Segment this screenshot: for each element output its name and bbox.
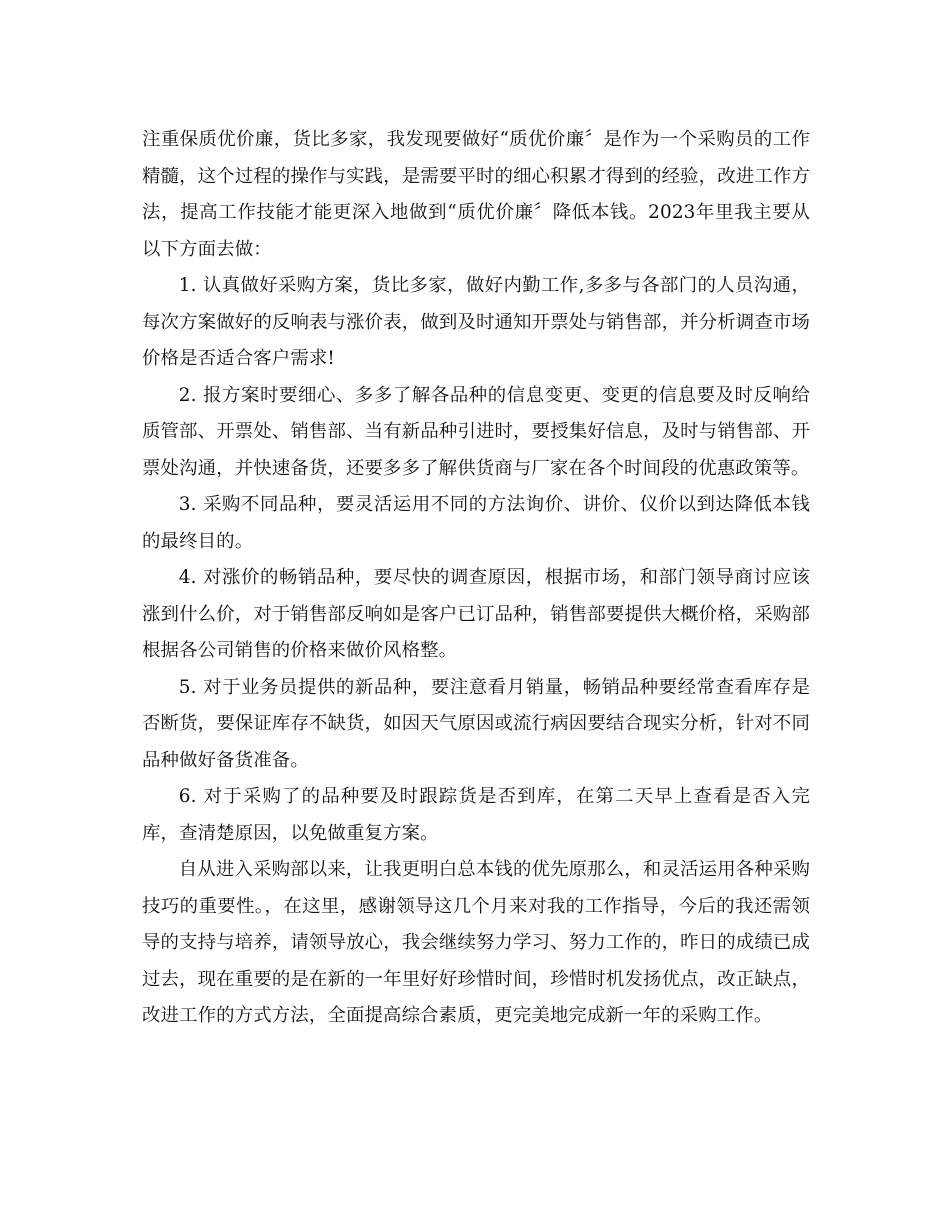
list-item-4: 4. 对涨价的畅销品种，要尽快的调查原因，根据市场，和部门领导商讨应该涨到什么价，对于销售部反响如是客户已订品种，销售部要提供大概价格，采购部根据各公司销售的价格来做价风格整。 xyxy=(142,567,810,661)
conclusion-paragraph: 自从进入采购部以来，让我更明白总本钱的优先原那么，和灵活运用各种采购技巧的重要性。，在这里，感谢领导这几个月来对我的工作指导，今后的我还需领导的支持与培养，请领导放心，我会继续努力学习、努力工作的，昨日的成绩已成过去，现在重要的是在新的一年里好好珍惜时间，珍惜时机发扬优点，改正缺点，改进工作的方式方法，全面提高综合素质，更完美地完成新一年的采购工作。 xyxy=(142,859,810,1026)
list-item-5: 5. 对于业务员提供的新品种，要注意看月销量，畅销品种要经常查看库存是否断货，要保证库存不缺货，如因天气原因或流行病因要结合现实分析，针对不同品种做好备货准备。 xyxy=(142,676,810,771)
document-body xyxy=(142,122,810,1035)
list-item-6: 6. 对于采购了的品种要及时跟踪货是否到库，在第二天早上查看是否入完库，查清楚原因，以免做重复方案。 xyxy=(142,786,810,844)
list-item-1: 1. 认真做好采购方案，货比多家，做好内勤工作,多多与各部门的人员沟通，每次方案做好的反响表与涨价表，做到及时通知开票处与销售部，并分析调查市场价格是否适合客户需求! xyxy=(142,275,810,369)
list-item-3: 3. 采购不同品种，要灵活运用不同的方法询价、讲价、仪价以到达降低本钱的最终目的。 xyxy=(142,494,810,552)
list-item-2: 2. 报方案时要细心、多多了解各品种的信息变更、变更的信息要及时反响给质管部、开票处、销售部、当有新品种引进时，要授集好信息，及时与销售部、开票处沟通，并快速备货，还要多多了解供货商与厂家在各个时间段的优惠政策等。 xyxy=(142,384,810,479)
intro-paragraph: 注重保质优价廉，货比多家，我发现要做好“质优价廉〞是作为一个采购员的工作精髓，这个过程的操作与实践，是需要平时的细心积累才得到的经验，改进工作方法，提高工作技能才能更深入地做到“质优价廉〞降低本钱。2023年里我主要从以下方面去做： xyxy=(142,129,810,260)
